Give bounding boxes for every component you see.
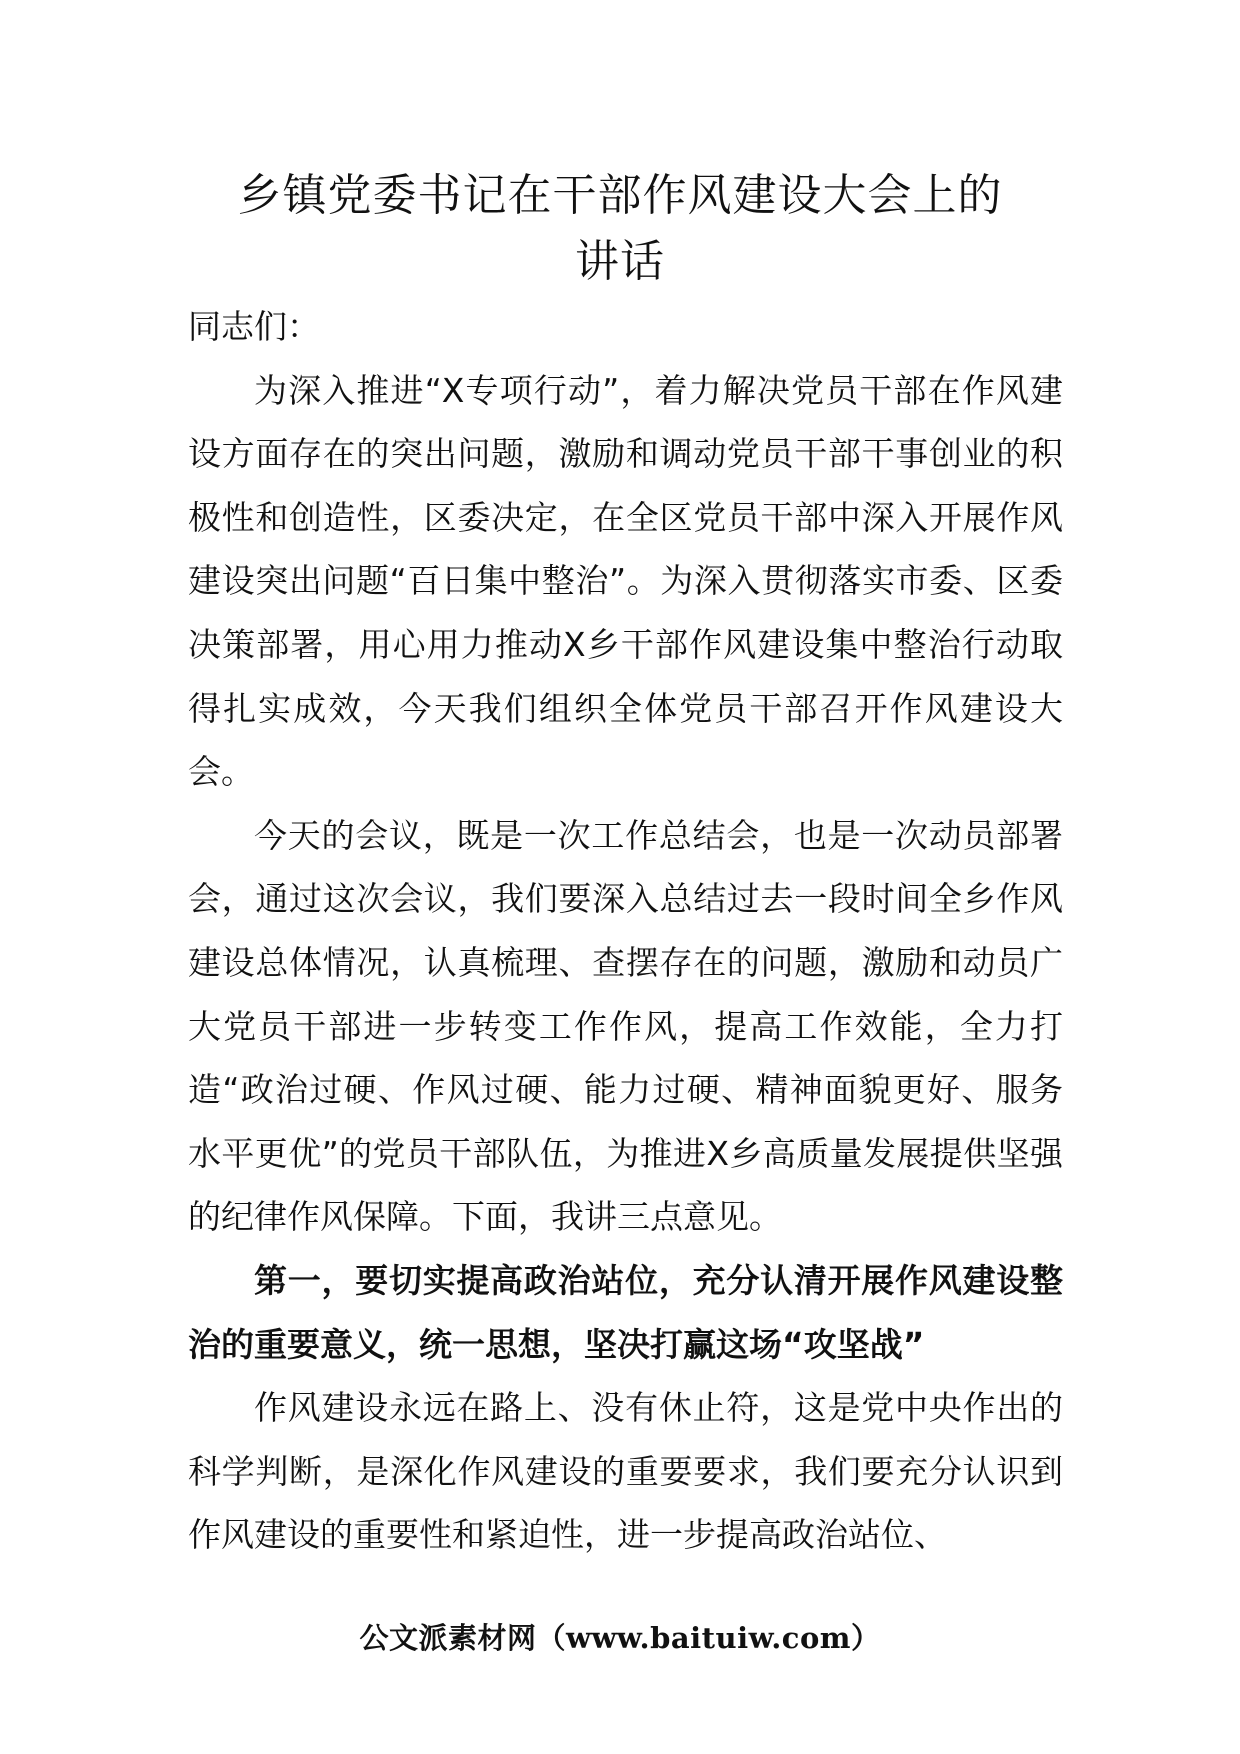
paragraph-1: 为深入推进“X专项行动”，着力解决党员干部在作风建设方面存在的突出问题，激励和调动党员干部干事创业的积极性和创造性，区委决定，在全区党员干部中深入开展作风建设突出问题“百日集中整治”。为深入贯彻落实市委、区委决策部署，用心用力推动X乡干部作风建设集中整治行动取得扎实成效，今天我们组织全体党员干部召开作风建设大会。 bbox=[188, 370, 1063, 792]
document-title-line-2: 讲话 bbox=[575, 236, 665, 287]
document-body bbox=[188, 295, 1063, 1567]
paragraph-3: 作风建设永远在路上、没有休止符，这是党中央作出的科学判断，是深化作风建设的重要要求，我们要充分认识到作风建设的重要性和紧迫性，进一步提高政治站位、 bbox=[188, 1388, 1063, 1555]
paragraph-2: 今天的会议，既是一次工作总结会，也是一次动员部署会，通过这次会议，我们要深入总结过去一段时间全乡作风建设总体情况，认真梳理、查摆存在的问题，激励和动员广大党员干部进一步转变工作作风，提高工作效能，全力打造“政治过硬、作风过硬、能力过硬、精神面貌更好、服务水平更优”的党员干部队伍，为推进X乡高质量发展提供坚强的纪律作风保障。下面，我讲三点意见。 bbox=[188, 815, 1063, 1237]
section-heading: 第一，要切实提高政治站位，充分认清开展作风建设整治的重要意义，统一思想，坚决打赢这场“攻坚战” bbox=[188, 1260, 1063, 1364]
footer-watermark: 公文派素材网（www.baituiw.com） bbox=[359, 1621, 881, 1655]
document-title-line-1: 乡镇党委书记在干部作风建设大会上的 bbox=[237, 170, 1003, 221]
salutation: 同志们： bbox=[188, 307, 320, 346]
